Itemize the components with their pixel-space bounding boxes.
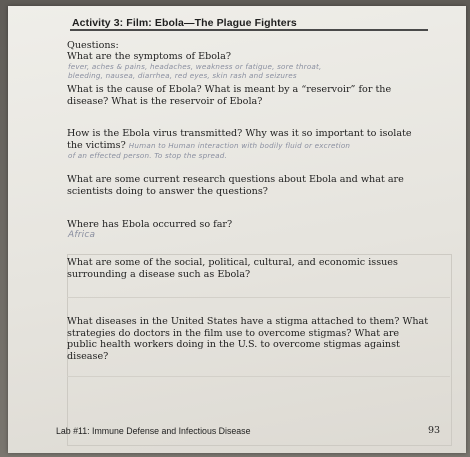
page-number: 93 <box>428 425 441 436</box>
question-6 <box>67 257 437 280</box>
question-7 <box>67 316 452 362</box>
question-line: Where has Ebola occurred so far? <box>67 219 233 230</box>
activity-title: Activity 3: Film: Ebola—The Plague Fighters <box>72 17 297 29</box>
question-line: disease? <box>67 350 109 362</box>
question-line: public health workers doing in the U.S. to overcome stigmas against <box>67 339 400 351</box>
handwritten-answer-line: bleeding, nausea, diarrhea, red eyes, skin rash and seizures <box>68 71 297 80</box>
question-line: What are some of the social, political, cultural, and economic issues <box>67 257 398 268</box>
handwritten-answer-line: fever, aches & pains, headaches, weakness or fatigue, sore throat, <box>68 62 322 71</box>
question-line: What is the cause of Ebola? What is meant by a “reservoir” for the <box>67 84 392 95</box>
question-line: scientists doing to answer the questions? <box>67 185 268 197</box>
question-line: the victims? <box>67 139 126 151</box>
question-line: What are some current research questions about Ebola and what are <box>67 174 404 185</box>
answer-rule <box>67 376 450 377</box>
question-line: What are the symptoms of Ebola? <box>67 51 231 62</box>
question-2 <box>67 84 437 107</box>
worksheet-page <box>8 6 466 453</box>
title-divider <box>70 29 428 31</box>
handwritten-inline-answer: Human to Human interaction with bodily fluid or excretion <box>128 140 351 150</box>
answer-rule <box>67 297 450 298</box>
question-5 <box>67 219 437 231</box>
question-line: strategies do doctors in the film use to overcome stigmas? What are <box>67 327 400 339</box>
question-line: What diseases in the United States have a stigma attached to them? What <box>67 316 429 327</box>
questions-heading: Questions: <box>67 40 119 51</box>
question-line: disease? What is the reservoir of Ebola? <box>67 95 263 107</box>
question-3 <box>67 128 447 151</box>
handwritten-answer-line: Africa <box>68 230 96 240</box>
question-4 <box>67 174 437 197</box>
handwritten-answer-line: of an effected person. To stop the spread. <box>68 151 228 160</box>
question-line: How is the Ebola virus transmitted? Why was it so important to isolate <box>67 128 412 139</box>
question-line: surrounding a disease such as Ebola? <box>67 268 251 280</box>
question-1 <box>67 51 437 63</box>
footer-lab-label: Lab #11: Immune Defense and Infectious Disease <box>56 426 251 436</box>
